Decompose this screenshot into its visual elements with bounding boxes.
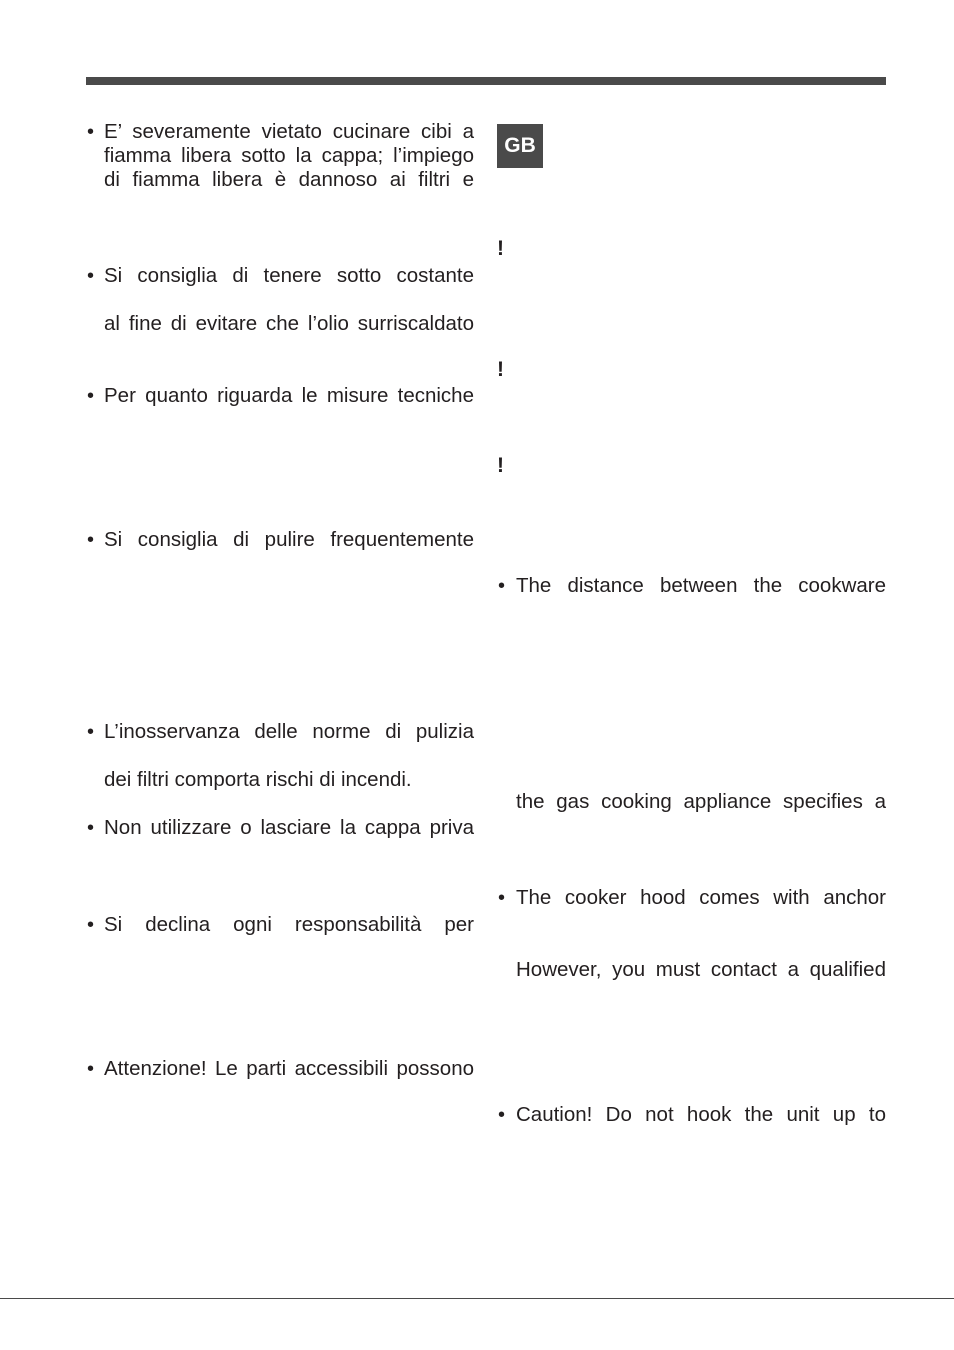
- bullet: •: [87, 817, 95, 839]
- bullet: •: [498, 575, 506, 597]
- bullet: •: [87, 1058, 95, 1080]
- bullet: •: [498, 887, 506, 909]
- text-line: However, you must contact a qualified: [516, 958, 886, 981]
- text-line: Per quanto riguarda le misure tecniche: [104, 384, 474, 407]
- bottom-rule: [0, 1298, 954, 1299]
- language-badge-gb: GB: [497, 124, 543, 168]
- text-line: Non utilizzare o lasciare la cappa priva: [104, 816, 474, 839]
- text-line: Si consiglia di tenere sotto costante: [104, 264, 474, 287]
- text-line: di fiamma libera è dannoso ai filtri e: [104, 168, 474, 191]
- text-line: L’inosservanza delle norme di pulizia: [104, 720, 474, 743]
- bullet: •: [87, 265, 95, 287]
- bullet: •: [87, 529, 95, 551]
- text-line: Si consiglia di pulire frequentemente: [104, 528, 474, 551]
- text-line: Si declina ogni responsabilità per: [104, 913, 474, 936]
- bullet: •: [87, 914, 95, 936]
- bullet: •: [87, 721, 95, 743]
- text-line: dei filtri comporta rischi di incendi.: [104, 768, 412, 791]
- text-line: fiamma libera sotto la cappa; l’impiego: [104, 144, 474, 167]
- bullet: •: [498, 1104, 506, 1126]
- text-line: Attenzione! Le parti accessibili possono: [104, 1057, 474, 1080]
- text-line: Caution! Do not hook the unit up to: [516, 1103, 886, 1126]
- warning-mark-icon: !: [497, 454, 504, 477]
- text-line: al fine di evitare che l’olio surriscaldato: [104, 312, 474, 335]
- text-line: The cooker hood comes with anchor: [516, 886, 886, 909]
- text-line: the gas cooking appliance specifies a: [516, 790, 886, 813]
- warning-mark-icon: !: [497, 237, 504, 260]
- bullet: •: [87, 121, 95, 143]
- bullet: •: [87, 385, 95, 407]
- text-line: E’ severamente vietato cucinare cibi a: [104, 120, 474, 143]
- text-line: The distance between the cookware: [516, 574, 886, 597]
- top-rule: [86, 77, 886, 85]
- warning-mark-icon: !: [497, 358, 504, 381]
